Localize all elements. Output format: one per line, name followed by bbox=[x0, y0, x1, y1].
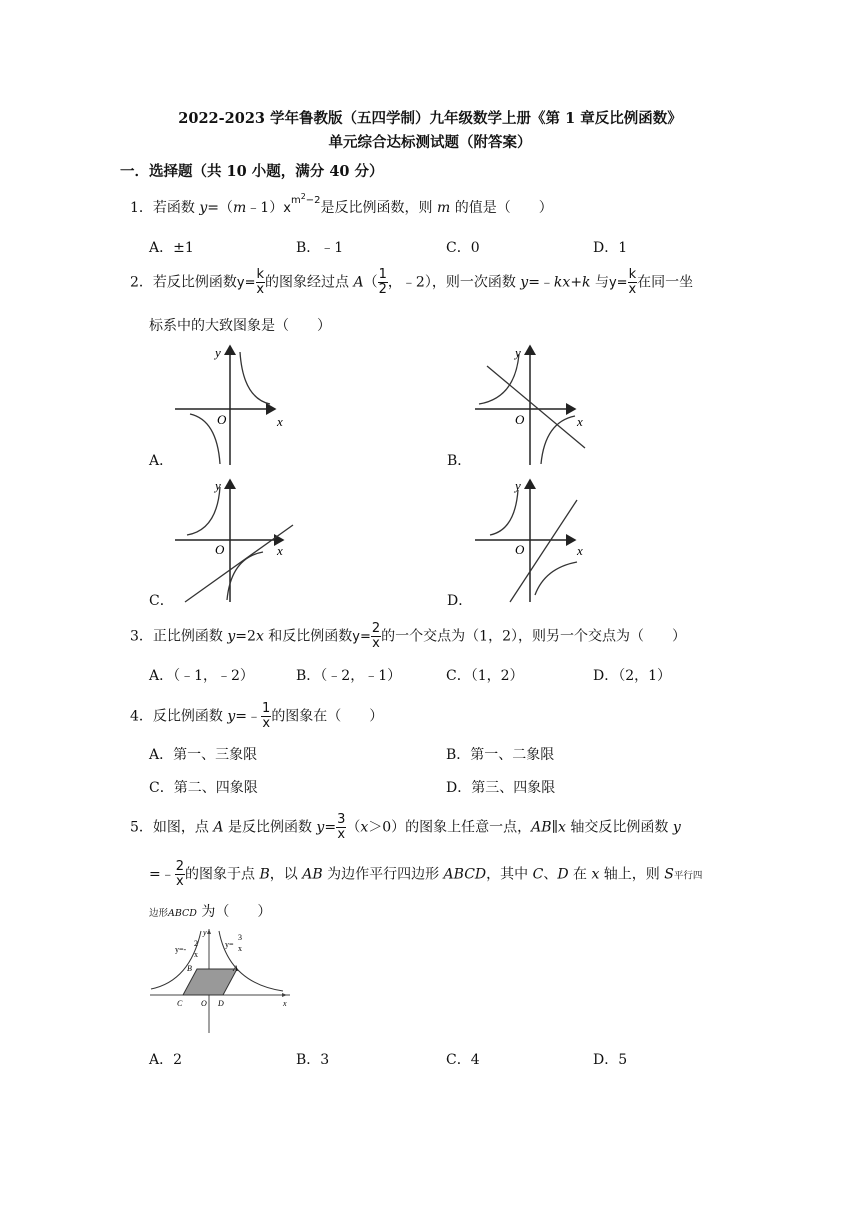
svg-text:O: O bbox=[217, 412, 227, 427]
svg-text:2: 2 bbox=[194, 939, 198, 948]
q5-option-d: D．5 bbox=[593, 1052, 628, 1068]
svg-text:A: A bbox=[233, 964, 238, 973]
q1-exponent: m2−2 bbox=[290, 192, 321, 206]
q3-option-d: D．（2，1） bbox=[593, 668, 672, 684]
q5-option-c: C．4 bbox=[446, 1052, 480, 1068]
svg-text:x: x bbox=[577, 414, 583, 429]
q2-option-d: D． bbox=[447, 593, 473, 609]
q1-num: 1． bbox=[130, 200, 153, 216]
q1-option-d: D．1 bbox=[593, 240, 628, 256]
q4-option-a: A．第一、三象限 bbox=[149, 747, 258, 763]
q3-option-b: B．（﹣2，﹣1） bbox=[296, 668, 402, 684]
q4-option-b: B．第一、二象限 bbox=[446, 747, 555, 763]
q2-option-b: B． bbox=[447, 453, 472, 469]
q3-option-c: C．（1，2） bbox=[446, 668, 524, 684]
svg-text:x: x bbox=[238, 944, 242, 953]
q5-option-a: A．2 bbox=[149, 1052, 183, 1068]
q2-line2: 标系中的大致图象是（ ） bbox=[149, 318, 331, 334]
svg-text:O: O bbox=[201, 999, 207, 1008]
svg-text:x: x bbox=[194, 950, 198, 959]
question-4: 4．反比例函数 y=﹣ $\frac{1}{x}$ 的图象在（ ） bbox=[130, 701, 384, 731]
svg-text:y=-: y=- bbox=[175, 945, 187, 954]
q2-frac-half: $\frac{1}{2}$ bbox=[378, 267, 387, 297]
q1-option-b: B．﹣1 bbox=[296, 240, 344, 256]
question-1: 1．若函数 $y=(m﹣1)x^{m^2-2}$是反比例函数，则 m 的值是（ ） bbox=[130, 192, 553, 216]
graph-c bbox=[175, 478, 293, 602]
q1-option-a: A．±1 bbox=[149, 240, 194, 256]
q5-line3: 边形ABCD 为（ ） bbox=[149, 904, 272, 920]
svg-text:x: x bbox=[277, 414, 283, 429]
svg-text:B: B bbox=[187, 964, 192, 973]
question-2: 2．若反比例函数y= $\frac{k}{x}$ 的图象经过点 A（ $\frac{1}{2}$ ，﹣2），则一次函数 y=﹣kx+k 与y= $\frac{k}{x}$ 在同一坐 bbox=[130, 267, 694, 297]
svg-text:x: x bbox=[283, 999, 287, 1008]
svg-text:y: y bbox=[215, 478, 221, 493]
svg-text:x: x bbox=[577, 543, 583, 558]
q2-frac-k-x: $\frac{k}{x}$ bbox=[256, 267, 265, 297]
svg-text:y: y bbox=[203, 928, 207, 937]
q3-option-a: A．（﹣1，﹣2） bbox=[149, 668, 254, 684]
doc-title-line1: 2022-2023 学年鲁教版（五四学制）九年级数学上册《第 1 章反比例函数》 bbox=[178, 110, 682, 127]
q2-option-c: C． bbox=[149, 593, 174, 609]
q4-option-c: C．第二、四象限 bbox=[149, 780, 258, 796]
svg-text:O: O bbox=[215, 542, 225, 557]
question-3: 3．正比例函数 y=2x 和反比例函数y= $\frac{2}{x}$ 的一个交点为（1，2），则另一个交点为（ ） bbox=[130, 621, 686, 651]
q5-figure bbox=[145, 925, 295, 1035]
section-heading: 一．选择题（共 10 小题，满分 40 分） bbox=[120, 163, 384, 180]
graph-a bbox=[175, 345, 283, 465]
q1-option-c: C．0 bbox=[446, 240, 480, 256]
graph-b bbox=[475, 345, 585, 465]
q2-option-a: A． bbox=[149, 453, 174, 469]
question-5: 5．如图，点 A 是反比例函数 y= $\frac{3}{x}$ （x＞0）的图象上任意一点，AB∥x 轴交反比例函数 y bbox=[130, 812, 681, 842]
svg-text:y: y bbox=[515, 478, 521, 493]
svg-text:y: y bbox=[515, 345, 521, 360]
q4-option-d: D．第三、四象限 bbox=[446, 780, 556, 796]
svg-text:O: O bbox=[515, 412, 525, 427]
doc-title-line2: 单元综合达标测试题（附答案） bbox=[328, 134, 532, 151]
svg-text:x: x bbox=[277, 543, 283, 558]
svg-text:D: D bbox=[218, 999, 224, 1008]
svg-text:y: y bbox=[215, 345, 221, 360]
svg-text:y=: y= bbox=[225, 940, 234, 949]
graph-d bbox=[475, 478, 583, 602]
svg-text:O: O bbox=[515, 542, 525, 557]
q2-graphs bbox=[145, 340, 785, 610]
q5-line2: =﹣ $\frac{2}{x}$ 的图象于点 B，以 AB 为边作平行四边形 ABCD，其中 C、D 在 x 轴上，则 S平行四 bbox=[149, 859, 703, 889]
svg-text:C: C bbox=[177, 999, 183, 1008]
svg-text:3: 3 bbox=[238, 933, 242, 942]
q5-option-b: B．3 bbox=[296, 1052, 330, 1068]
